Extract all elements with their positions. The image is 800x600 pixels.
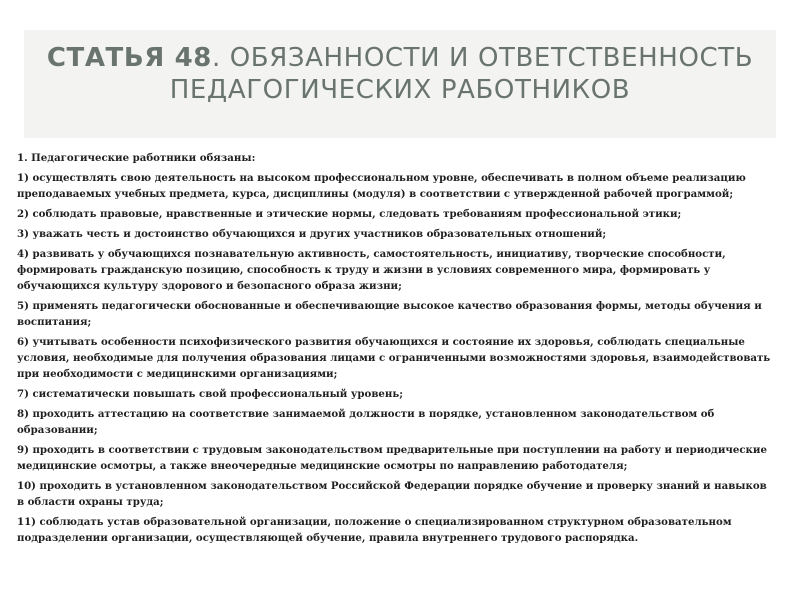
duty-item: 9) проходить в соответствии с трудовым законодательством предварительные при поступлении на работу и периодические медицинские осмотры, а также внеочередные медицинские осмотры по направлению работодателя; bbox=[17, 444, 767, 472]
body-intro: 1. Педагогические работники обязаны: bbox=[17, 152, 256, 164]
article-title-rest: . ОБЯЗАННОСТИ И ОТВЕТСТВЕННОСТЬ bbox=[211, 43, 754, 73]
duty-item: 2) соблюдать правовые, нравственные и этические нормы, следовать требованиям профессиональной этики; bbox=[17, 208, 682, 220]
duty-item: 7) систематически повышать свой профессиональный уровень; bbox=[17, 388, 404, 400]
duty-item: 11) соблюдать устав образовательной организации, положение о специализированном структурном образовательном подразделении организации, осуществляющей обучение, правила внутреннего трудового распорядка. bbox=[17, 516, 732, 544]
duty-item: 1) осуществлять свою деятельность на высоком профессиональном уровне, обеспечивать в полном объеме реализацию преподаваемых учебных предмета, курса, дисциплины (модуля) в соответствии с утвержденной рабочей программой; bbox=[17, 172, 746, 200]
article-number: СТАТЬЯ 48 bbox=[46, 43, 212, 73]
slide-title-line-2: ПЕДАГОГИЧЕСКИХ РАБОТНИКОВ bbox=[169, 75, 631, 105]
article-body bbox=[17, 150, 777, 550]
slide-title-line-1 bbox=[24, 42, 776, 74]
duty-item: 3) уважать честь и достоинство обучающихся и других участников образовательных отношений; bbox=[17, 228, 607, 240]
duty-item: 10) проходить в установленном законодательством Российской Федерации порядке обучение и проверку знаний и навыков в области охраны труда; bbox=[17, 480, 767, 508]
duty-item: 4) развивать у обучающихся познавательную активность, самостоятельность, инициативу, творческие способности, формировать гражданскую позицию, способность к труду и жизни в условиях современного мира, формировать у обучающихся культуру здорового и безопасного образа жизни; bbox=[17, 248, 726, 292]
duty-item: 6) учитывать особенности психофизического развития обучающихся и состояние их здоровья, соблюдать специальные условия, необходимые для получения образования лицами с ограниченными возможностями здоровья, взаимодействовать при необходимости с медицинскими организациями; bbox=[17, 336, 771, 380]
duty-item: 5) применять педагогически обоснованные и обеспечивающие высокое качество образования формы, методы обучения и воспитания; bbox=[17, 300, 762, 328]
title-band bbox=[24, 30, 776, 138]
duty-item: 8) проходить аттестацию на соответствие занимаемой должности в порядке, установленном законодательством об образовании; bbox=[17, 408, 715, 436]
